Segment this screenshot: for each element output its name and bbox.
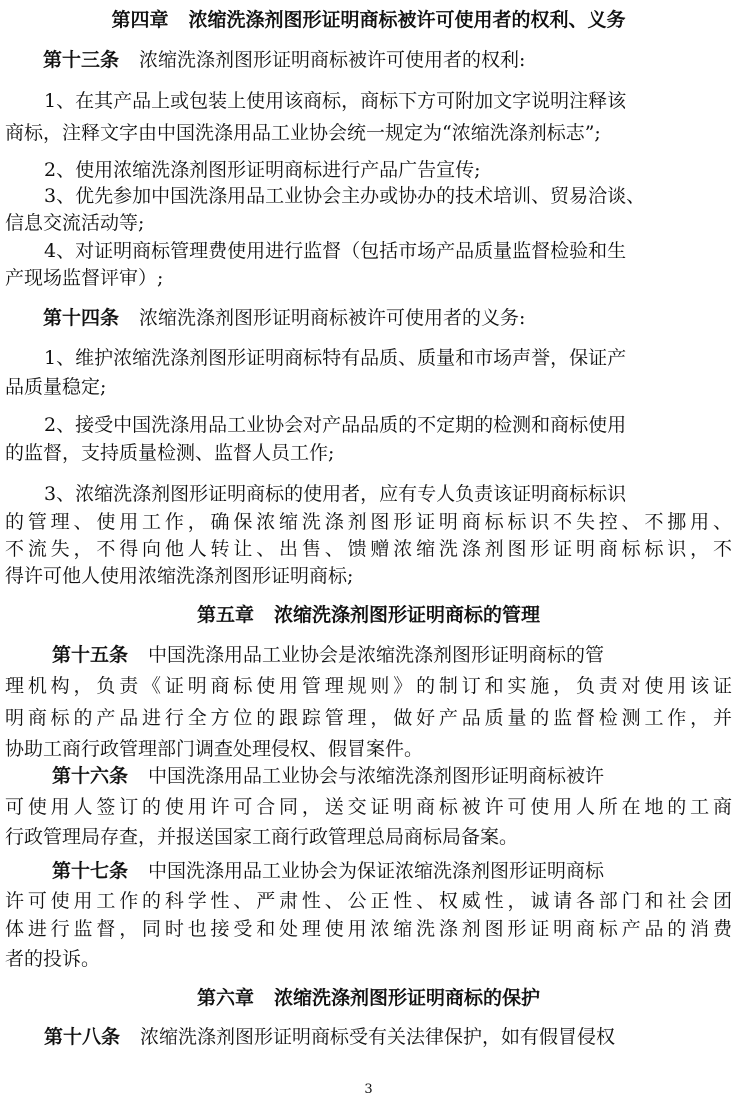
article-14-item-3-line-4: 得许可他人使用浓缩洗涤剂图形证明商标; bbox=[5, 565, 354, 587]
article-13-item-4-line-2: 产现场监督评审）; bbox=[5, 267, 164, 289]
article-17-line-1: 第十七条 中国洗涤用品工业协会为保证浓缩洗涤剂图形证明商标 bbox=[52, 860, 605, 882]
article-13-item-1-line-1: 1、在其产品上或包装上使用该商标，商标下方可附加文字说明注释该 bbox=[44, 90, 627, 112]
article-14-item-3-line-3: 不流失，不得向他人转让、出售、馈赠浓缩洗涤剂图形证明商标标识，不 bbox=[5, 538, 732, 560]
article-16-line-2: 可使用人签订的使用许可合同，送交证明商标被许可使用人所在地的工商 bbox=[5, 796, 732, 818]
article-13-item-3-line-2: 信息交流活动等; bbox=[5, 212, 145, 234]
article-15-line-1: 第十五条 中国洗涤用品工业协会是浓缩洗涤剂图形证明商标的管 bbox=[52, 644, 605, 666]
article-13-item-2: 2、使用浓缩洗涤剂图形证明商标进行产品广告宣传; bbox=[44, 159, 481, 181]
article-15-line-4: 协助工商行政管理部门调查处理侵权、假冒案件。 bbox=[5, 738, 424, 760]
article-14-item-1-line-2: 品质量稳定; bbox=[5, 376, 107, 398]
page-number: 3 bbox=[364, 1082, 373, 1097]
article-14-item-2-line-1: 2、接受中国洗涤用品工业协会对产品品质的不定期的检测和商标使用 bbox=[44, 414, 627, 436]
article-14-item-2-line-2: 的监督，支持质量检测、监督人员工作; bbox=[5, 442, 335, 464]
article-14-heading: 第十四条 浓缩洗涤剂图形证明商标被许可使用者的义务: bbox=[43, 307, 526, 329]
article-13-item-3-line-1: 3、优先参加中国洗涤用品工业协会主办或协办的技术培训、贸易洽谈、 bbox=[44, 185, 646, 207]
article-13-heading: 第十三条 浓缩洗涤剂图形证明商标被许可使用者的权利: bbox=[43, 49, 526, 71]
article-17-line-2: 许可使用工作的科学性、严肃性、公正性、权威性，诚请各部门和社会团 bbox=[5, 890, 732, 912]
chapter-5-heading: 第五章 浓缩洗涤剂图形证明商标的管理 bbox=[196, 604, 541, 626]
article-14-item-1-line-1: 1、维护浓缩洗涤剂图形证明商标特有品质、质量和市场声誉，保证产 bbox=[44, 347, 627, 369]
article-17-line-3: 体进行监督，同时也接受和处理使用浓缩洗涤剂图形证明商标产品的消费 bbox=[5, 918, 732, 940]
article-17-line-4: 者的投诉。 bbox=[5, 948, 101, 970]
chapter-4-heading: 第四章 浓缩洗涤剂图形证明商标被许可使用者的权利、义务 bbox=[111, 9, 626, 31]
article-14-item-3-line-2: 的管理、使用工作，确保浓缩洗涤剂图形证明商标标识不失控、不挪用、 bbox=[5, 511, 732, 533]
article-14-item-3-line-1: 3、浓缩洗涤剂图形证明商标的使用者，应有专人负责该证明商标标识 bbox=[44, 483, 627, 505]
article-18-line-1: 第十八条 浓缩洗涤剂图形证明商标受有关法律保护，如有假冒侵权 bbox=[44, 1026, 616, 1048]
article-15-line-2: 理机构，负责《证明商标使用管理规则》的制订和实施，负责对使用该证 bbox=[5, 675, 732, 697]
article-13-item-4-line-1: 4、对证明商标管理费使用进行监督（包括市场产品质量监督检验和生 bbox=[44, 240, 627, 262]
article-15-line-3: 明商标的产品进行全方位的跟踪管理，做好产品质量的监督检测工作，并 bbox=[5, 707, 732, 729]
article-16-line-1: 第十六条 中国洗涤用品工业协会与浓缩洗涤剂图形证明商标被许 bbox=[52, 765, 605, 787]
chapter-6-heading: 第六章 浓缩洗涤剂图形证明商标的保护 bbox=[196, 987, 541, 1009]
article-16-line-3: 行政管理局存查，并报送国家工商行政管理总局商标局备案。 bbox=[5, 826, 519, 848]
article-13-item-1-line-2: 商标，注释文字由中国洗涤用品工业协会统一规定为“浓缩洗涤剂标志”; bbox=[5, 122, 601, 144]
